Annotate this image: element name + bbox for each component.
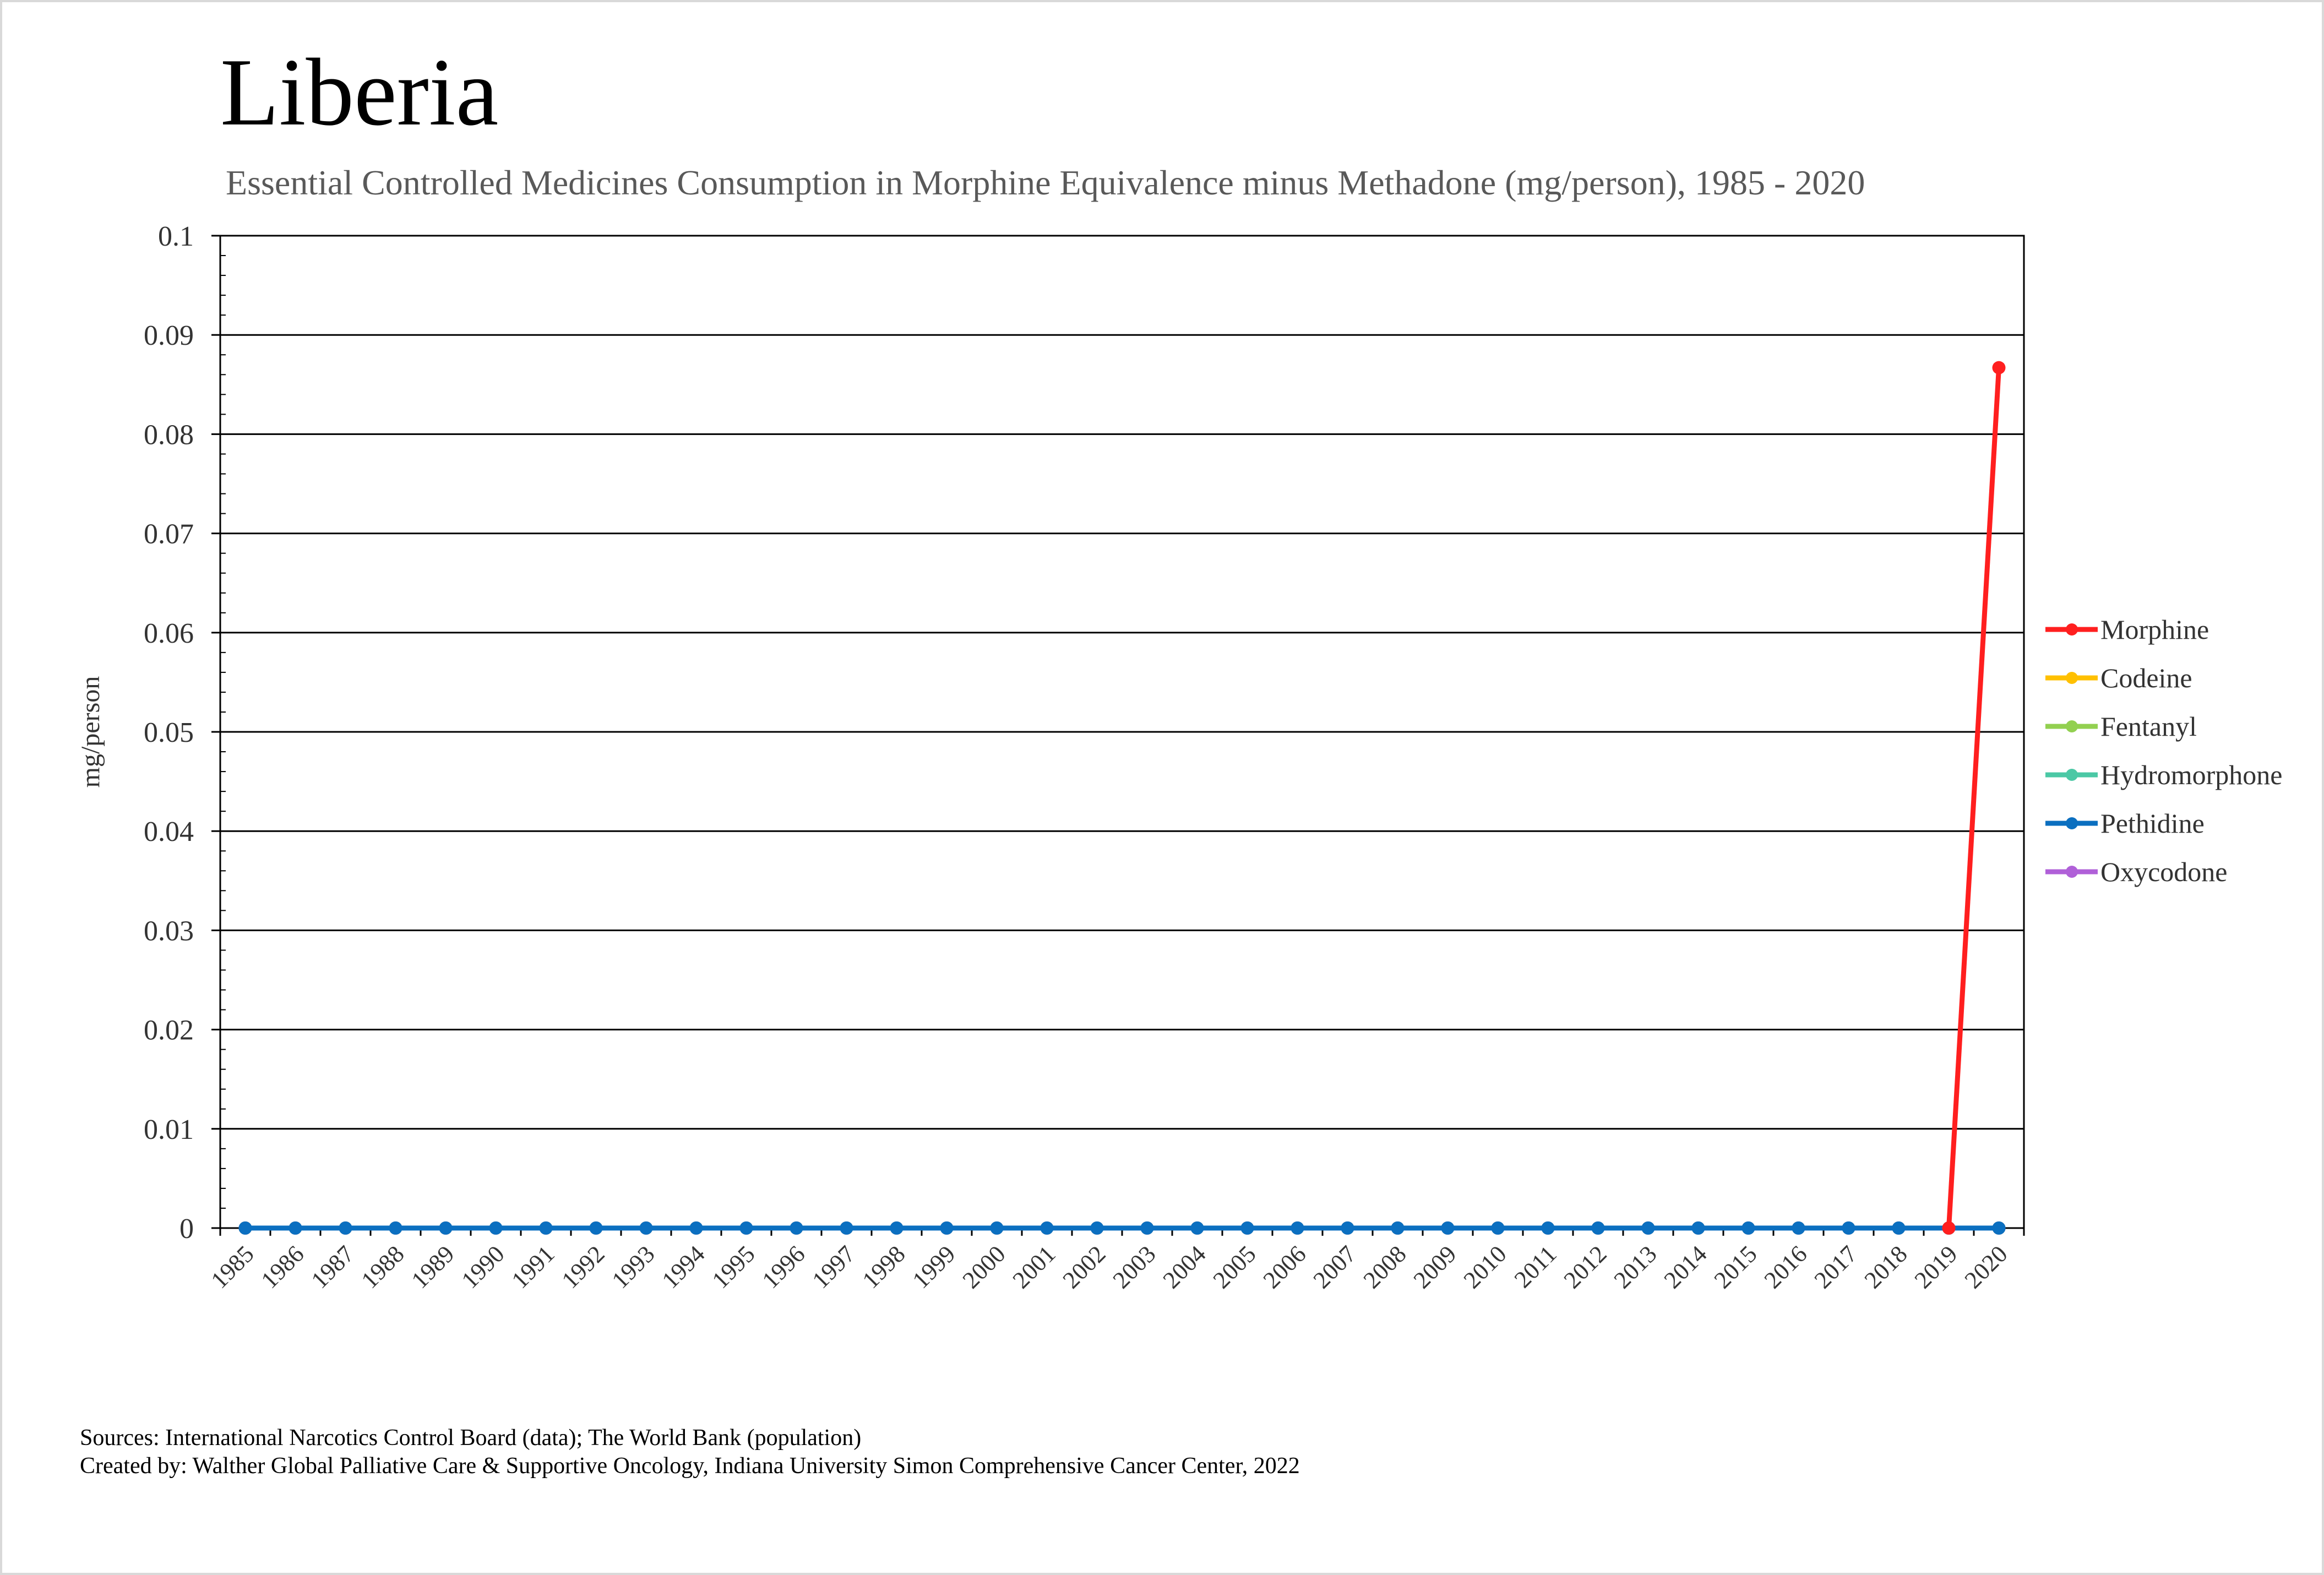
- data-point-pethidine: [940, 1221, 954, 1235]
- series-line-morphine: [1949, 368, 1999, 1228]
- x-tick-label: 2018: [1859, 1240, 1913, 1294]
- data-point-pethidine: [339, 1221, 352, 1235]
- data-point-pethidine: [1291, 1221, 1304, 1235]
- legend-marker: [2066, 720, 2078, 732]
- data-point-pethidine: [690, 1221, 703, 1235]
- y-tick-label: 0.09: [144, 320, 194, 352]
- data-point-pethidine: [1742, 1221, 1755, 1235]
- y-tick-label: 0.07: [144, 518, 194, 550]
- x-tick-label: 2016: [1759, 1240, 1813, 1294]
- x-tick-label: 1986: [255, 1240, 309, 1294]
- x-tick-label: 2013: [1608, 1240, 1662, 1294]
- x-tick-label: 2003: [1107, 1240, 1161, 1294]
- y-tick-label: 0.1: [158, 221, 194, 252]
- created-by-note: Created by: Walther Global Palliative Care & Supportive Oncology, Indiana University Simon Comprehensive Cancer Center, 2022: [80, 1453, 1300, 1479]
- y-tick-label: 0.08: [144, 419, 194, 451]
- data-point-pethidine: [590, 1221, 603, 1235]
- data-point-pethidine: [239, 1221, 252, 1235]
- x-tick-label: 1989: [406, 1240, 460, 1294]
- data-point-pethidine: [439, 1221, 453, 1235]
- x-tick-label: 2020: [1959, 1240, 2013, 1294]
- x-tick-label: 1992: [556, 1240, 610, 1294]
- x-tick-label: 1991: [506, 1240, 560, 1294]
- legend-label: Hydromorphone: [2100, 759, 2283, 790]
- data-point-pethidine: [1642, 1221, 1655, 1235]
- x-tick-label: 2006: [1258, 1240, 1311, 1294]
- data-point-pethidine: [1592, 1221, 1605, 1235]
- data-point-pethidine: [1441, 1221, 1455, 1235]
- x-tick-label: 1994: [656, 1240, 710, 1294]
- data-point-pethidine: [1692, 1221, 1705, 1235]
- data-point-pethidine: [1141, 1221, 1154, 1235]
- chart-title: Liberia: [220, 39, 499, 145]
- data-point-pethidine: [1542, 1221, 1555, 1235]
- y-axis-label: mg/person: [76, 676, 105, 788]
- y-tick-label: 0.02: [144, 1014, 194, 1046]
- y-tick-label: 0.05: [144, 717, 194, 748]
- x-tick-label: 1987: [306, 1240, 360, 1294]
- data-point-pethidine: [1792, 1221, 1805, 1235]
- data-point-pethidine: [1091, 1221, 1104, 1235]
- y-tick-label: 0.06: [144, 617, 194, 649]
- data-point-pethidine: [890, 1221, 904, 1235]
- legend-label: Pethidine: [2100, 808, 2205, 839]
- x-tick-label: 2011: [1509, 1240, 1562, 1294]
- legend-item-fentanyl: [2045, 711, 2197, 742]
- x-tick-label: 2010: [1458, 1240, 1512, 1294]
- data-point-pethidine: [1341, 1221, 1354, 1235]
- legend-label: Codeine: [2100, 662, 2192, 693]
- gridlines: [220, 236, 2024, 1228]
- x-tick-label: 2014: [1658, 1240, 1712, 1294]
- legend-marker: [2066, 623, 2078, 636]
- x-tick-label: 2007: [1308, 1240, 1362, 1294]
- data-point-pethidine: [840, 1221, 853, 1235]
- x-tick-label: 1993: [606, 1240, 660, 1294]
- x-tick-label: 1997: [807, 1240, 861, 1294]
- y-tick-label: 0.03: [144, 915, 194, 947]
- legend-marker: [2066, 672, 2078, 684]
- x-tick-label: 1998: [857, 1240, 911, 1294]
- data-point-pethidine: [990, 1221, 1004, 1235]
- data-point-pethidine: [389, 1221, 402, 1235]
- data-point-pethidine: [1241, 1221, 1254, 1235]
- y-tick-label: 0.01: [144, 1114, 194, 1145]
- x-tick-label: 2008: [1358, 1240, 1412, 1294]
- legend: [2045, 614, 2283, 887]
- data-point-pethidine: [289, 1221, 302, 1235]
- data-point-pethidine: [1492, 1221, 1505, 1235]
- legend-item-hydromorphone: [2045, 759, 2283, 790]
- x-tick-label: 2005: [1207, 1240, 1261, 1294]
- legend-label: Morphine: [2100, 614, 2209, 645]
- axes: [76, 221, 2024, 1294]
- x-tick-label: 1996: [756, 1240, 810, 1294]
- series-lines: [239, 361, 2006, 1235]
- data-point-pethidine: [540, 1221, 553, 1235]
- y-tick-label: 0.04: [144, 816, 194, 848]
- x-tick-label: 1985: [205, 1240, 259, 1294]
- data-point-pethidine: [790, 1221, 803, 1235]
- data-point-pethidine: [640, 1221, 653, 1235]
- legend-item-codeine: [2045, 662, 2192, 693]
- data-point-morphine: [1942, 1221, 1956, 1235]
- x-tick-label: 1990: [456, 1240, 510, 1294]
- data-point-pethidine: [740, 1221, 753, 1235]
- data-point-pethidine: [489, 1221, 503, 1235]
- x-tick-label: 2017: [1809, 1240, 1863, 1294]
- legend-item-morphine: [2045, 614, 2209, 645]
- legend-marker: [2066, 817, 2078, 829]
- data-point-pethidine: [1041, 1221, 1054, 1235]
- x-tick-label: 2000: [957, 1240, 1011, 1294]
- x-tick-label: 1999: [907, 1240, 961, 1294]
- chart-subtitle: Essential Controlled Medicines Consumption in Morphine Equivalence minus Methadone (mg/person), 1985 - 2020: [226, 163, 1865, 202]
- data-point-pethidine: [1391, 1221, 1405, 1235]
- x-tick-label: 1988: [356, 1240, 410, 1294]
- x-tick-label: 2004: [1157, 1240, 1211, 1294]
- legend-item-pethidine: [2045, 808, 2205, 839]
- x-tick-label: 1995: [706, 1240, 760, 1294]
- x-tick-label: 2019: [1909, 1240, 1963, 1294]
- legend-marker: [2066, 866, 2078, 878]
- data-point-pethidine: [1993, 1221, 2006, 1235]
- legend-label: Fentanyl: [2100, 711, 2197, 742]
- legend-label: Oxycodone: [2100, 856, 2228, 887]
- data-point-pethidine: [1892, 1221, 1906, 1235]
- x-tick-label: 2015: [1708, 1240, 1762, 1294]
- data-point-pethidine: [1842, 1221, 1855, 1235]
- data-point-pethidine: [1191, 1221, 1204, 1235]
- x-tick-label: 2012: [1558, 1240, 1612, 1294]
- x-tick-label: 2002: [1057, 1240, 1111, 1294]
- series-morphine: [1942, 361, 2006, 1235]
- legend-item-oxycodone: [2045, 856, 2228, 887]
- x-tick-label: 2009: [1408, 1240, 1462, 1294]
- data-point-morphine: [1993, 361, 2006, 374]
- y-tick-label: 0: [179, 1213, 194, 1245]
- legend-marker: [2066, 769, 2078, 781]
- sources-note: Sources: International Narcotics Control Board (data); The World Bank (population): [80, 1425, 862, 1451]
- x-tick-label: 2001: [1007, 1240, 1061, 1294]
